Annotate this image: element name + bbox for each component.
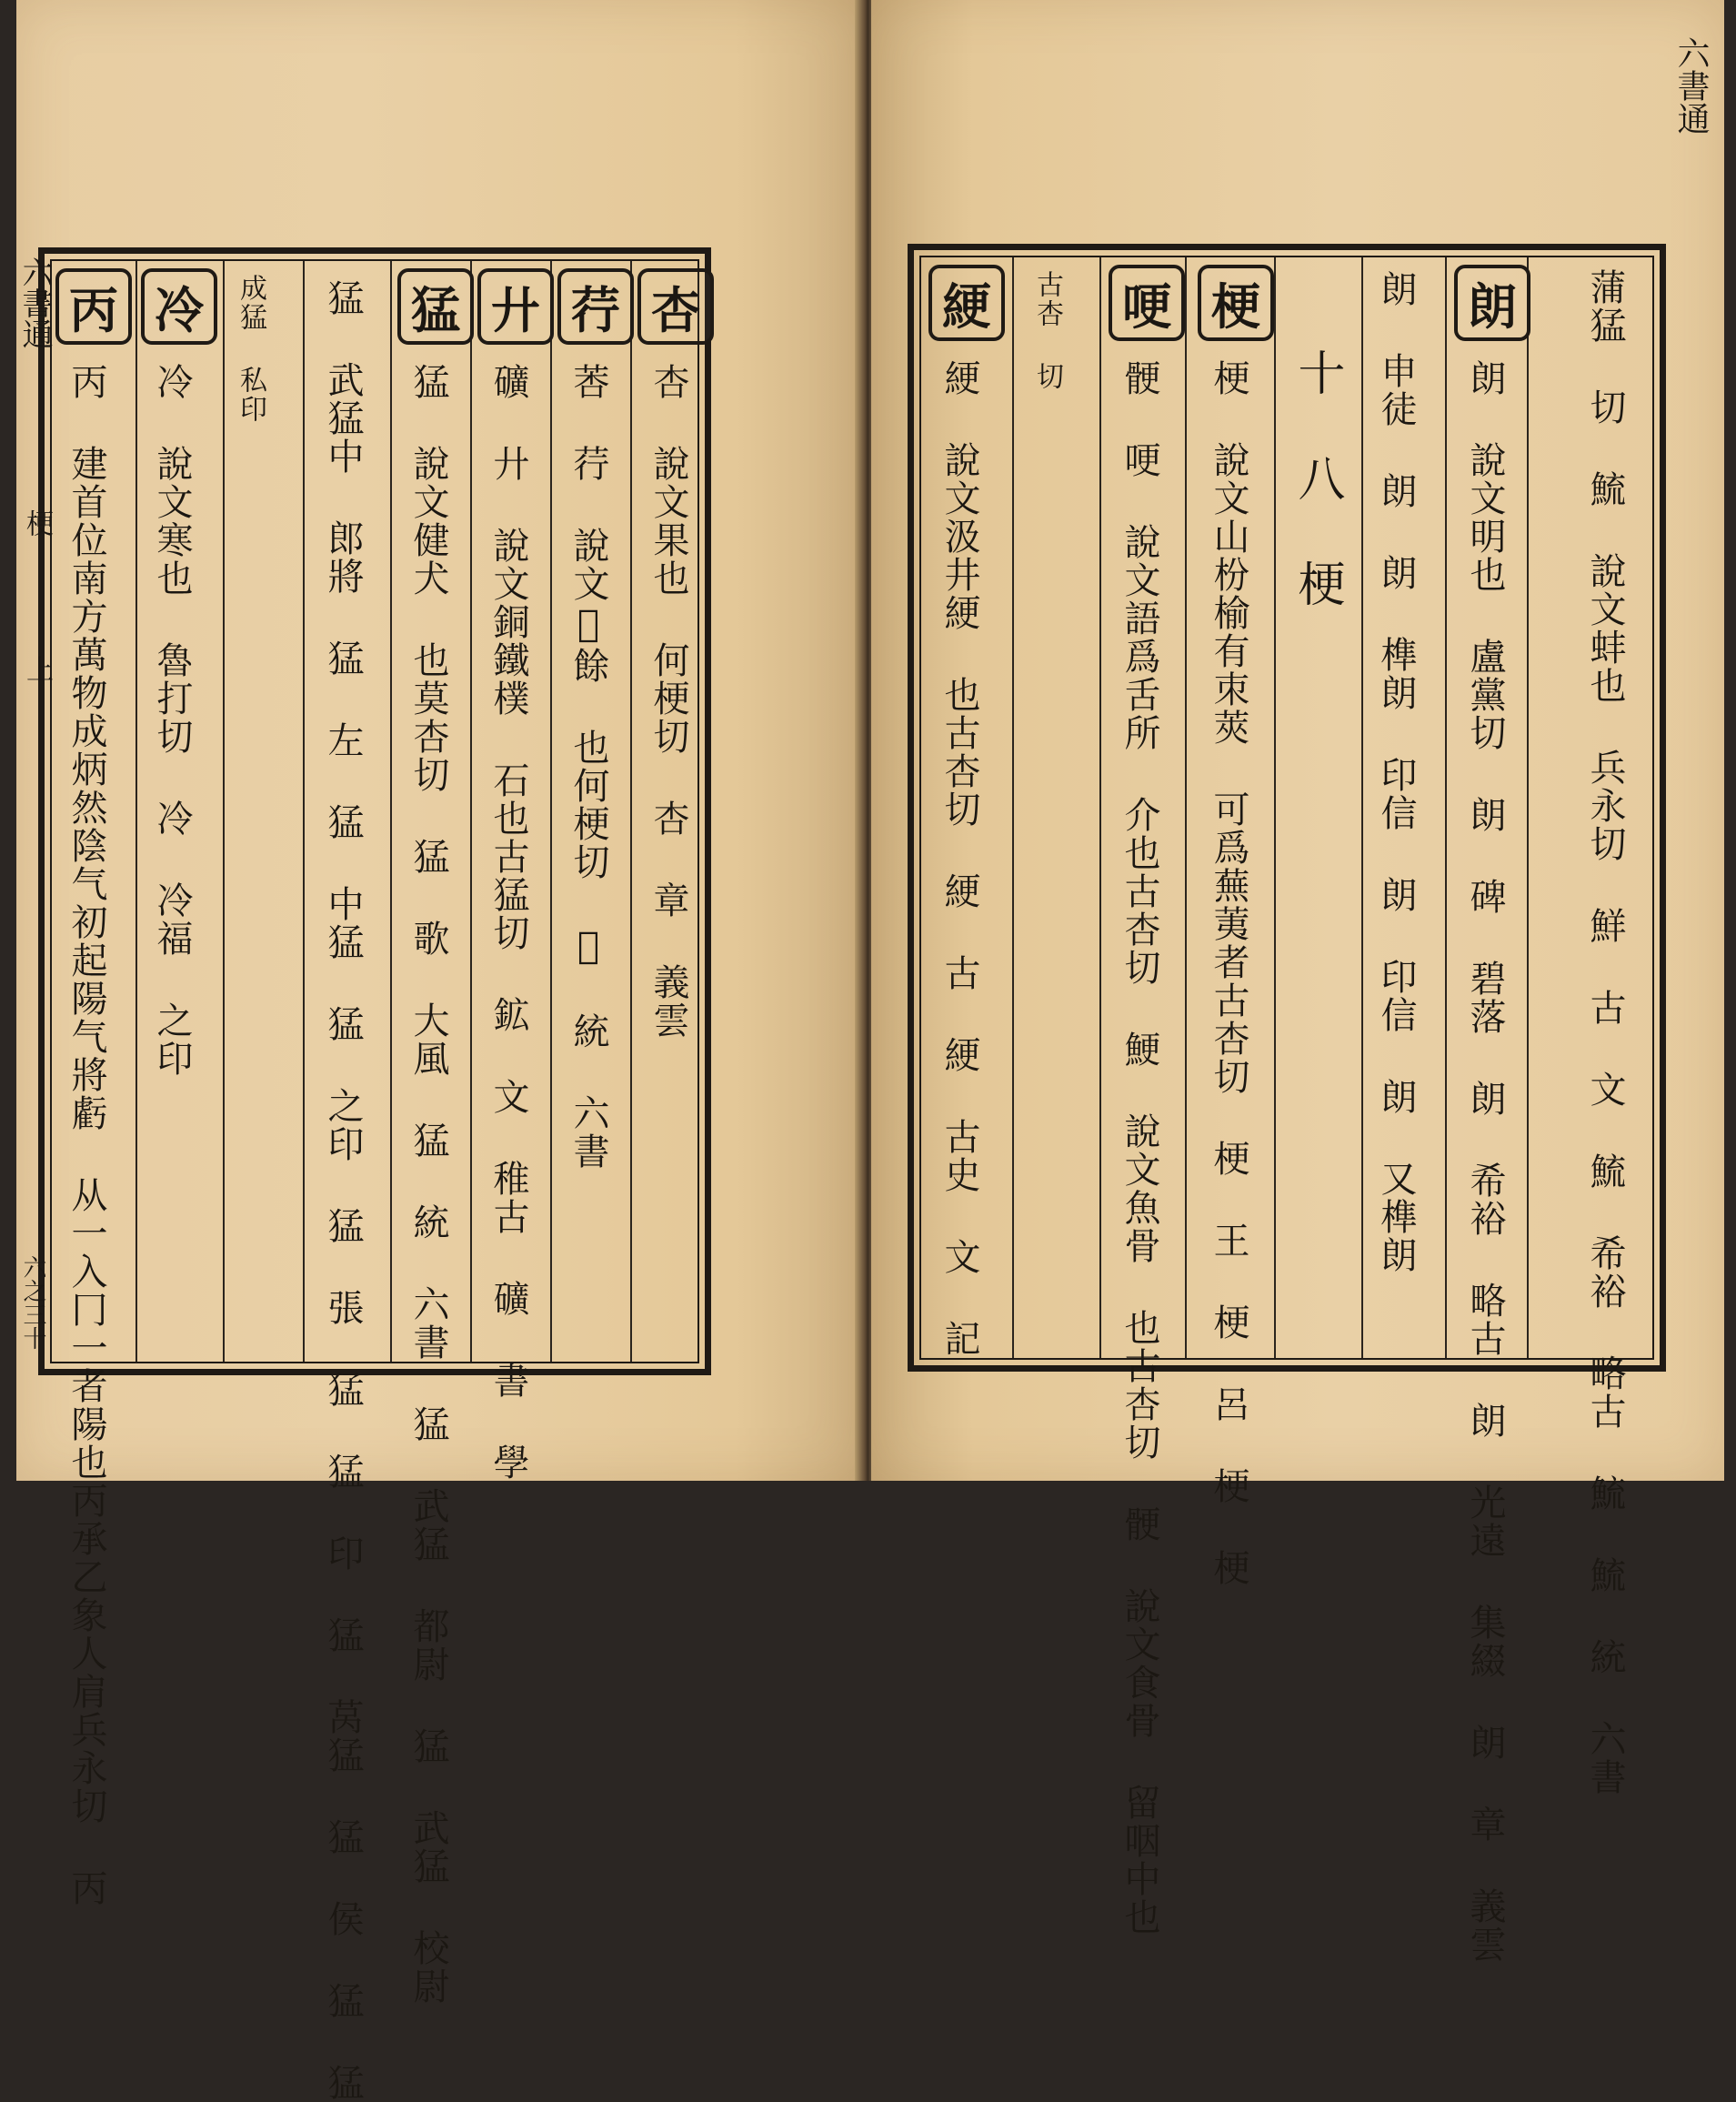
- left-margin-position: 上: [21, 655, 53, 682]
- right-page-grid: [919, 256, 1654, 1964]
- entry-head-geng: 梗: [1198, 265, 1274, 341]
- column-rule: [550, 261, 552, 1362]
- left-page-grid: [50, 259, 700, 2102]
- entry-head-bing: 丙: [55, 268, 132, 345]
- entry-head-kuang: 廾: [477, 268, 554, 345]
- column-rule: [390, 261, 392, 1362]
- entry-column-xing: 莕 荇 說文𦹗餘 也何梗切 𦹗 統 六書: [567, 363, 609, 1171]
- entry-head-lang: 朗: [1454, 265, 1530, 341]
- column-rule: [470, 261, 472, 1362]
- entry-column-hgeng: 骾 哽 說文語爲舌所 介也古杏切 鯁 說文魚骨 也古杏切 骾 說文食骨 留咽中也: [1119, 359, 1160, 1936]
- entry-column-lang-seals: 朗 申徒 朗 朗 榫朗 印信 朗 印信 朗 又榫朗: [1375, 270, 1417, 1274]
- left-margin-section: 梗: [21, 509, 53, 537]
- entry-column-lang: 朗 說文明也 盧黨切 朗 碑 碧落 朗 希裕 略古 朗 光遠 集綴 朗 章 義雲: [1464, 359, 1506, 1964]
- entry-column-bing: 丙 建首位南方萬物成炳然陰气初起陽气將虧 从一入冂一者陽也丙承乙象人肩兵永切 丙: [65, 363, 107, 1907]
- entry-column-kuang: 礦 廾 說文銅鐵樸 石也古猛切 鉱 文 稚古 礦 書 學: [487, 363, 529, 1482]
- column-rule: [1274, 257, 1276, 1358]
- left-margin-folio: 六之三十: [19, 1255, 46, 1350]
- column-rule: [1445, 257, 1447, 1358]
- left-page: [16, 0, 862, 2102]
- entry-column-meng: 猛 說文健犬 也莫杏切 猛 歌 大風 猛 統 六書 猛 武猛 都尉 猛 武猛 校尉: [407, 363, 449, 2006]
- entry-head-leng: 冷: [141, 268, 217, 345]
- right-page: [871, 0, 1724, 1964]
- column-rule: [1012, 257, 1014, 1358]
- entry-head-hgeng: 哽: [1109, 265, 1185, 341]
- column-rule: [303, 261, 305, 1362]
- right-margin-title: 六書通: [1672, 36, 1710, 135]
- column-rule: [1527, 257, 1529, 1358]
- column-rule: [1185, 257, 1187, 1358]
- column-rule: [1099, 257, 1101, 1358]
- entry-column-apricot: 杏 說文果也 何梗切 杏 章 義雲: [647, 363, 689, 1040]
- entry-head-gengrope: 綆: [928, 265, 1005, 341]
- entry-column-chengmeng: 成猛 私印: [235, 274, 266, 424]
- entry-head-apricot: 杏: [637, 268, 714, 345]
- entry-column-guxing: 古杏 切: [1031, 270, 1063, 391]
- entry-column-bang: 蒲猛 切 鯍 說文蚌也 兵永切 鮮 古 文 鯍 希裕 略古 鯍 鯍 統 六書: [1584, 268, 1626, 1796]
- entry-column-meng-seals: 猛 武猛中 郎將 猛 左 猛 中猛 猛 之印 猛 張 猛 猛 印 猛 莴猛 猛 侯 猛 猛: [322, 279, 364, 2102]
- entry-column-geng: 梗 說文山枌榆有朿莢 可爲蕪荑者古杏切 梗 王 梗 呂 梗 梗: [1208, 359, 1249, 1587]
- column-rule: [1361, 257, 1363, 1358]
- left-page-frame: [38, 247, 711, 2102]
- rhyme-heading: 十 八 梗: [1289, 348, 1344, 608]
- left-margin-title: 六書通: [16, 256, 53, 349]
- column-rule: [223, 261, 225, 1362]
- column-rule: [630, 261, 632, 1362]
- right-page-frame: [908, 244, 1666, 1964]
- entry-head-meng: 猛: [397, 268, 474, 345]
- entry-head-xing: 荇: [557, 268, 634, 345]
- entry-column-gengrope: 綆 說文汲井綆 也古杏切 綆 古 綆 古史 文 記: [938, 359, 980, 1358]
- column-rule: [135, 261, 137, 1362]
- entry-column-leng: 冷 說文寒也 魯打切 冷 冷福 之印: [151, 363, 193, 1078]
